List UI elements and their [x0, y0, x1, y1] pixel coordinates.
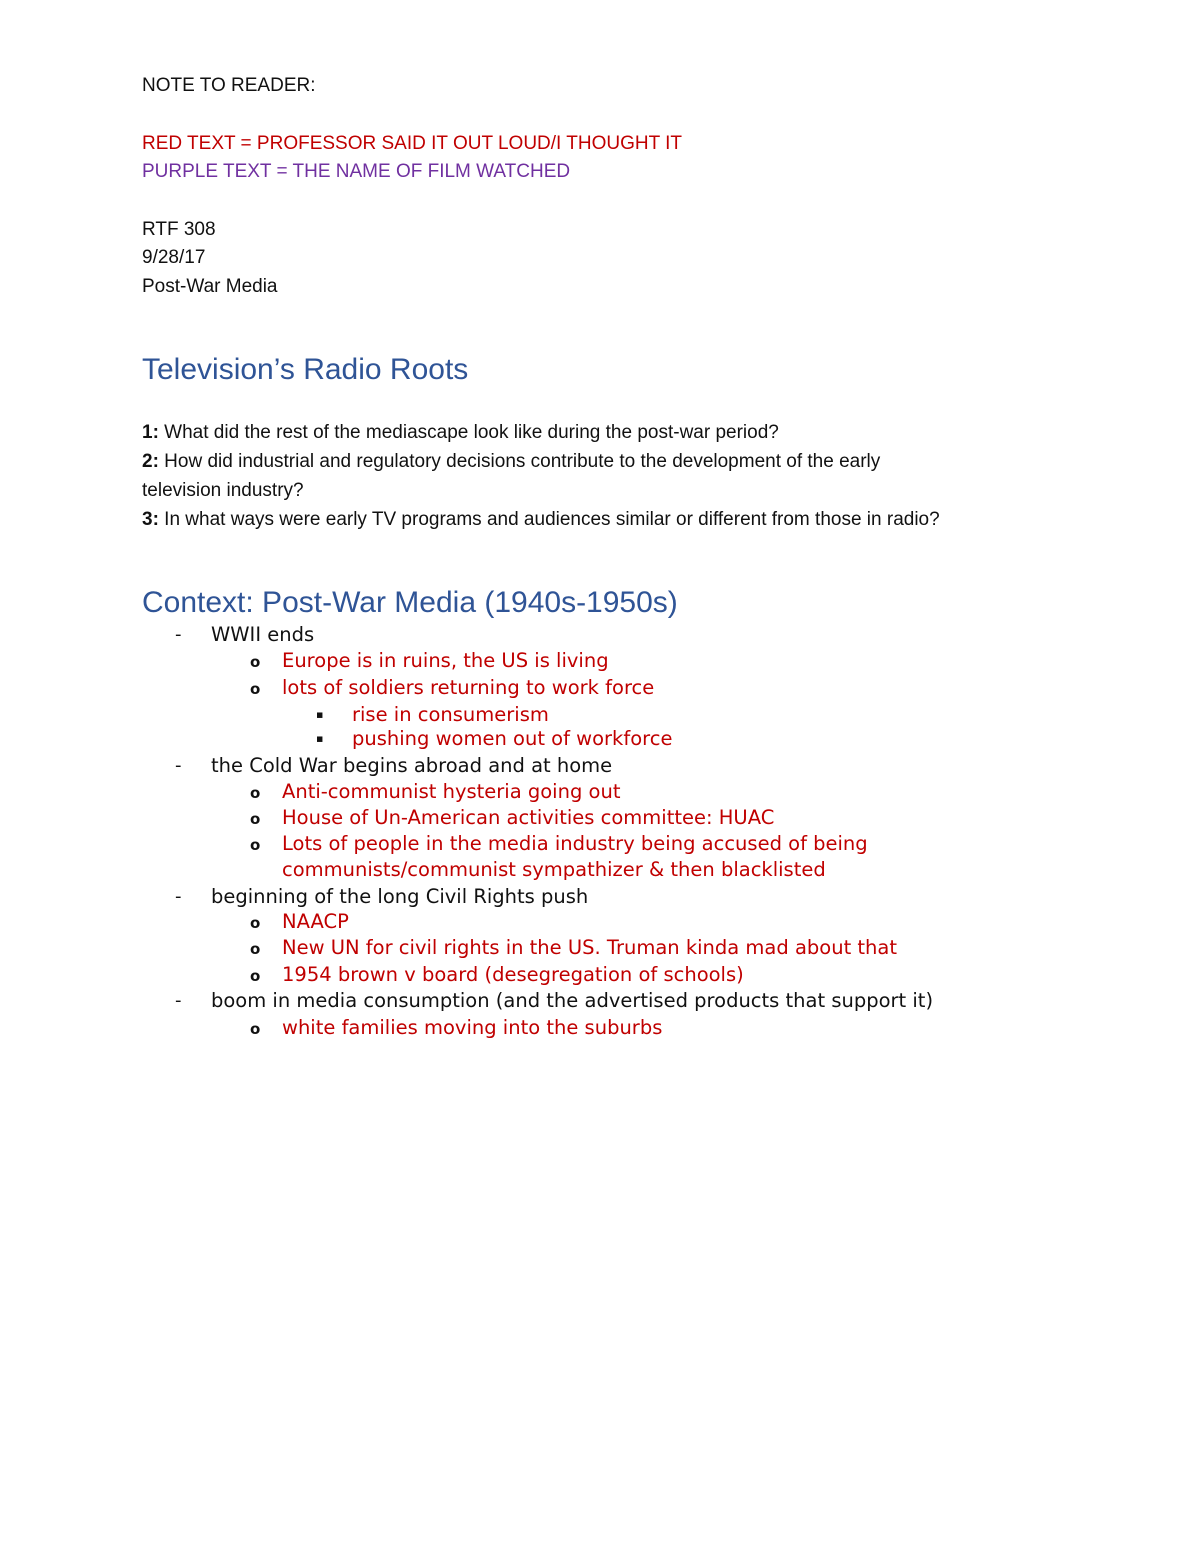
question-2-continued [142, 477, 304, 505]
list-item: Lots of people in the media industry being accused of being [282, 832, 868, 855]
section-heading-context: Context: Post-War Media (1940s-1950s) [142, 586, 678, 619]
dash-bullet-icon: - [175, 755, 182, 776]
list-item: the Cold War begins abroad and at home [211, 754, 613, 777]
list-item: beginning of the long Civil Rights push [211, 885, 589, 908]
circle-bullet-icon: o [250, 680, 261, 698]
circle-bullet-icon: o [250, 940, 261, 958]
list-item: Europe is in ruins, the US is living [282, 649, 609, 672]
dash-bullet-icon: - [175, 990, 182, 1011]
circle-bullet-icon: o [250, 784, 261, 802]
red-text-legend: RED TEXT = PROFESSOR SAID IT OUT LOUD/I THOUGHT IT [142, 133, 683, 154]
circle-bullet-icon: o [250, 1020, 261, 1038]
question-text: What did the rest of the mediascape look like during the post-war period? [158, 422, 779, 443]
list-item: NAACP [282, 910, 349, 933]
list-item: boom in media consumption (and the advertised products that support it) [211, 989, 934, 1012]
question-text: television industry? [142, 480, 304, 501]
list-item-continued: communists/communist sympathizer & then blacklisted [282, 858, 826, 881]
circle-bullet-icon: o [250, 653, 261, 671]
question-3 [142, 506, 940, 534]
question-number: 1: [142, 422, 159, 443]
square-bullet-icon: ▪ [316, 732, 324, 745]
question-text: In what ways were early TV programs and audiences similar or different from those in radio? [158, 509, 940, 530]
circle-bullet-icon: o [250, 914, 261, 932]
section-heading-radio-roots: Television’s Radio Roots [142, 353, 469, 386]
question-1 [142, 419, 779, 447]
dash-bullet-icon: - [175, 886, 182, 907]
question-text: How did industrial and regulatory decisions contribute to the development of the early [158, 451, 881, 472]
course-code: RTF 308 [142, 219, 216, 240]
question-number: 2: [142, 451, 159, 472]
list-item: lots of soldiers returning to work force [282, 676, 655, 699]
square-bullet-icon: ▪ [316, 708, 324, 721]
dash-bullet-icon: - [175, 624, 182, 645]
list-item: New UN for civil rights in the US. Truman kinda mad about that [282, 936, 898, 959]
circle-bullet-icon: o [250, 810, 261, 828]
lecture-date: 9/28/17 [142, 247, 206, 268]
list-item: Anti-communist hysteria going out [282, 780, 621, 803]
list-item: pushing women out of workforce [352, 727, 673, 750]
list-item: 1954 brown v board (desegregation of schools) [282, 963, 744, 986]
list-item: House of Un-American activities committee: HUAC [282, 806, 775, 829]
purple-text-legend: PURPLE TEXT = THE NAME OF FILM WATCHED [142, 161, 571, 182]
question-number: 3: [142, 509, 159, 530]
circle-bullet-icon: o [250, 967, 261, 985]
list-item: WWII ends [211, 623, 315, 646]
circle-bullet-icon: o [250, 836, 261, 854]
list-item: rise in consumerism [352, 703, 549, 726]
question-2 [142, 448, 880, 476]
lecture-topic: Post-War Media [142, 276, 278, 297]
list-item: white families moving into the suburbs [282, 1016, 663, 1039]
note-to-reader: NOTE TO READER: [142, 75, 316, 96]
